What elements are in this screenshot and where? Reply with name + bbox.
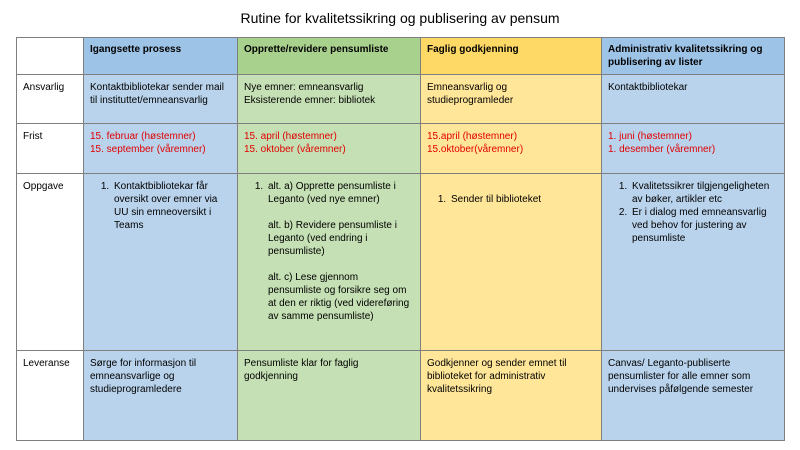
cell-leveranse-igangsette: Sørge for informasjon til emneansvarlige og studieprogramledere [84, 351, 238, 441]
list-item: 1. Kvalitetssikrer tilgjengeligheten av bøker, artikler etc [630, 180, 778, 206]
cell-oppgave-administrativ [602, 174, 785, 351]
alt-a-text: alt. a) Opprette pensumliste i Leganto (ved nye emner) [268, 181, 396, 205]
list-item [266, 180, 414, 323]
frist-deadline: 15. september (våremner) [90, 144, 206, 155]
header-igangsette: Igangsette prosess [84, 38, 238, 75]
frist-deadline: 15. april (høstemner) [244, 131, 337, 142]
frist-deadline: 15. oktober (våremner) [244, 144, 346, 155]
row-frist [17, 124, 785, 174]
row-label-frist: Frist [17, 124, 84, 174]
cell-leveranse-faglig: Godkjenner og sender emnet til biblioteket for administrativ kvalitetssikring [421, 351, 602, 441]
cell-frist-administrativ [602, 124, 785, 174]
cell-ansvarlig-igangsette: Kontaktbibliotekar sender mail til instituttet/emneansvarlig [84, 75, 238, 124]
header-corner [17, 38, 84, 75]
frist-deadline: 1. desember (våremner) [608, 144, 716, 155]
cell-oppgave-opprette [238, 174, 421, 351]
alt-b-text: alt. b) Revidere pensumliste i Leganto (ved endring i pensumliste) [268, 220, 397, 257]
ansvarlig-eksisterende-emner: Eksisterende emner: bibliotek [244, 95, 376, 106]
routine-table [16, 37, 785, 441]
cell-leveranse-administrativ: Canvas/ Leganto-publiserte pensumlister for alle emner som undervises påfølgende semester [602, 351, 785, 441]
row-label-ansvarlig: Ansvarlig [17, 75, 84, 124]
frist-deadline: 15. februar (høstemner) [90, 131, 196, 142]
oppgave-list [608, 180, 778, 245]
row-oppgave [17, 174, 785, 351]
cell-ansvarlig-faglig: Emneansvarlig og studieprogramleder [421, 75, 602, 124]
list-item: 2. Er i dialog med emneansvarlig ved behov for justering av pensumliste [630, 206, 778, 245]
cell-frist-opprette [238, 124, 421, 174]
frist-deadline: 15.april (høstemner) [427, 131, 518, 142]
header-row [17, 38, 785, 75]
cell-ansvarlig-opprette [238, 75, 421, 124]
header-administrativ: Administrativ kvalitetssikring og publisering av lister [602, 38, 785, 75]
list-item: 1. Kontaktbibliotekar får oversikt over emner via UU sin emneoversikt i Teams [112, 180, 231, 232]
page-title: Rutine for kvalitetssikring og publisering av pensum [240, 10, 560, 26]
oppgave-list [90, 180, 231, 232]
alt-c-text: alt. c) Lese gjennom pensumliste og forsikre seg om at den er riktig (ved videreføring av samme pensumliste) [268, 272, 410, 322]
ansvarlig-nye-emner: Nye emner: emneansvarlig [244, 82, 364, 93]
oppgave-list [427, 193, 595, 206]
row-label-leveranse: Leveranse [17, 351, 84, 441]
row-label-oppgave: Oppgave [17, 174, 84, 351]
frist-deadline: 15.oktober(våremner) [427, 144, 524, 155]
frist-deadline: 1. juni (høstemner) [608, 131, 692, 142]
header-opprette: Opprette/revidere pensumliste [238, 38, 421, 75]
list-item: 1. Sender til biblioteket [449, 193, 595, 206]
oppgave-list [244, 180, 414, 323]
cell-ansvarlig-administrativ: Kontaktbibliotekar [602, 75, 785, 124]
row-ansvarlig [17, 75, 785, 124]
header-faglig: Faglig godkjenning [421, 38, 602, 75]
row-leveranse [17, 351, 785, 441]
cell-leveranse-opprette: Pensumliste klar for faglig godkjenning [238, 351, 421, 441]
cell-oppgave-faglig [421, 174, 602, 351]
cell-frist-igangsette [84, 124, 238, 174]
cell-frist-faglig [421, 124, 602, 174]
cell-oppgave-igangsette [84, 174, 238, 351]
